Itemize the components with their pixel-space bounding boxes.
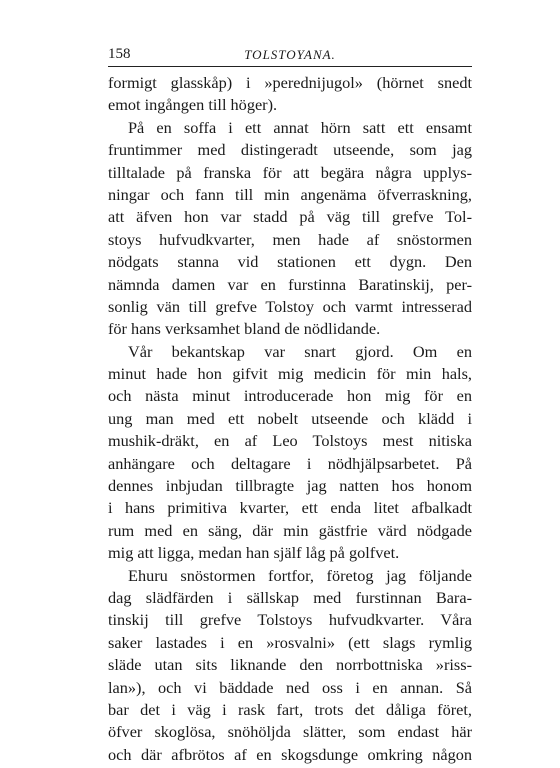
text-line: och nästa minut introducerade hon mig för en bbox=[108, 386, 472, 406]
text-line: Vår bekantskap var snart gjord. Om en bbox=[128, 341, 472, 361]
text-line: rum med en säng, där min gästfrie värd nödgade bbox=[108, 520, 472, 540]
text-line: bar det i väg i rask fart, trots det dåliga föret, bbox=[108, 699, 472, 719]
text-line: ung man med ett nobelt utseende och klädd i bbox=[108, 408, 472, 428]
running-title: TOLSTOYANA. bbox=[244, 47, 336, 62]
text-line: tilltalade på franska för att begära några upplys- bbox=[108, 162, 472, 182]
body-text bbox=[108, 72, 472, 766]
running-header bbox=[108, 44, 472, 67]
text-line: öfver skoglösa, snöhöljda slätter, som endast här bbox=[108, 722, 472, 742]
text-line: sonlig vän till grefve Tolstoy och varmt intresserad bbox=[108, 296, 472, 316]
text-line: anhängare och deltagare i nödhjälpsarbetet. På bbox=[108, 453, 472, 473]
text-line: fruntimmer med distingeradt utseende, som jag bbox=[108, 140, 472, 160]
text-line: tinskij till grefve Tolstoys hufvudkvarter. Våra bbox=[108, 610, 472, 630]
text-line: formigt glasskåp) i »perednijugol» (hörnet snedt bbox=[108, 73, 472, 92]
text-line: stoys hufvudkvarter, men hade af snöstormen bbox=[108, 229, 472, 249]
text-line: släde utan sits liknande den norrbottniska »riss- bbox=[108, 655, 472, 675]
text-line: emot ingången till höger). bbox=[108, 95, 278, 115]
text-line: i hans primitiva kvarter, ett enda litet afbalkadt bbox=[108, 498, 472, 518]
text-line: och där afbrötos af en skogsdunge omkring någon bbox=[108, 744, 472, 764]
text-line: saker lastades i en »rosvalni» (ett slags rymlig bbox=[108, 632, 472, 652]
text-line: för hans verksamhet bland de nödlidande. bbox=[108, 319, 381, 339]
page-number: 158 bbox=[108, 46, 131, 62]
text-line: På en soffa i ett annat hörn satt ett ensamt bbox=[128, 117, 472, 137]
text-line: dennes inbjudan tillbragte jag natten hos honom bbox=[108, 476, 472, 496]
text-line: nämnda damen var en furstinna Baratinskij, per- bbox=[108, 274, 472, 294]
text-line: minut hade hon gifvit mig medicin för min hals, bbox=[108, 364, 472, 384]
text-line: dag slädfärden i sällskap med furstinnan Bara- bbox=[108, 587, 472, 607]
text-line: Ehuru snöstormen fortfor, företog jag följande bbox=[128, 565, 472, 585]
text-line: mushik-dräkt, en af Leo Tolstoys mest nitiska bbox=[108, 431, 472, 451]
text-line: nödgats stanna vid stationen ett dygn. Den bbox=[108, 252, 472, 272]
text-line: lan»), och vi bäddade ned oss i en annan. Så bbox=[108, 677, 472, 697]
text-line: att äfven hon var stadd på väg till grefve Tol- bbox=[108, 207, 472, 227]
text-line: ningar och fann till min angenäma öfverraskning, bbox=[108, 184, 472, 204]
text-line: mig att ligga, medan han själf låg på golfvet. bbox=[108, 543, 400, 563]
